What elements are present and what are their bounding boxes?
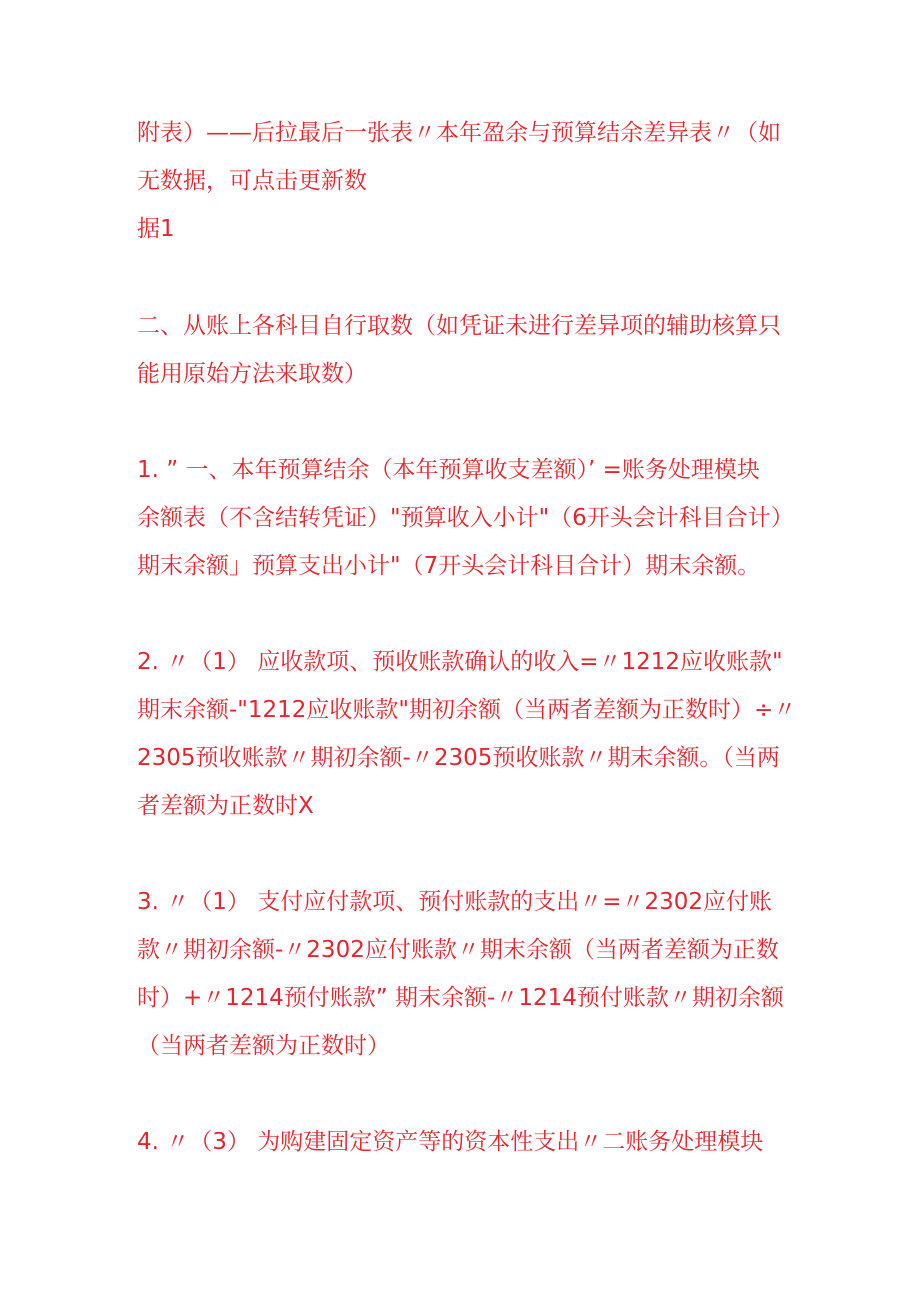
paragraph-report-path bbox=[137, 109, 797, 253]
text-line: 时）+〃1214预付账款” 期末余额-〃1214预付账款〃期初余额 bbox=[137, 985, 784, 1011]
text-line: 者差额为正数时X bbox=[137, 793, 314, 819]
paragraph-section-two-heading bbox=[137, 302, 797, 398]
text-line: 款〃期初余额-〃2302应付账款〃期末余额（当两者差额为正数 bbox=[137, 937, 779, 963]
text-line: 期末余额」预算支出小计"（7开头会计科目合计）期末余额。 bbox=[137, 553, 761, 579]
text-line: 2305预收账款〃期初余额-〃2305预收账款〃期末余额。（当两 bbox=[137, 745, 780, 771]
text-line: 3. 〃（1） 支付应付款项、预付账款的支出〃=〃2302应付账 bbox=[137, 889, 773, 915]
text-line: 1. ” 一、本年预算结余（本年预算收支差额）’ =账务处理模块 bbox=[137, 457, 760, 483]
paragraph-item-4 bbox=[137, 1118, 797, 1166]
text-line: 期末余额-"1212应收账款"期初余额（当两者差额为正数时）÷〃 bbox=[137, 697, 797, 723]
text-line: 据1 bbox=[137, 216, 175, 242]
text-line: 余额表（不含结转凭证）"预算收入小计"（6开头会计科目合计） bbox=[137, 505, 794, 531]
text-line: 4. 〃（3） 为购建固定资产等的资本性支出〃二账务处理模块 bbox=[137, 1129, 764, 1155]
text-line: 无数据，可点击更新数 bbox=[137, 168, 367, 194]
text-line: （当两者差额为正数时） bbox=[137, 1033, 390, 1059]
paragraph-item-3 bbox=[137, 878, 797, 1070]
text-line: 2. 〃（1） 应收款项、预收账款确认的收入=〃1212应收账款" bbox=[137, 649, 783, 675]
text-line: 二、从账上各科目自行取数（如凭证未进行差异项的辅助核算只 bbox=[137, 313, 781, 339]
paragraph-item-2 bbox=[137, 638, 797, 830]
text-line: 附表）——后拉最后一张表〃本年盈余与预算结余差异表〃（如 bbox=[137, 120, 781, 146]
text-line: 能用原始方法来取数） bbox=[137, 361, 367, 387]
paragraph-item-1 bbox=[137, 446, 797, 590]
